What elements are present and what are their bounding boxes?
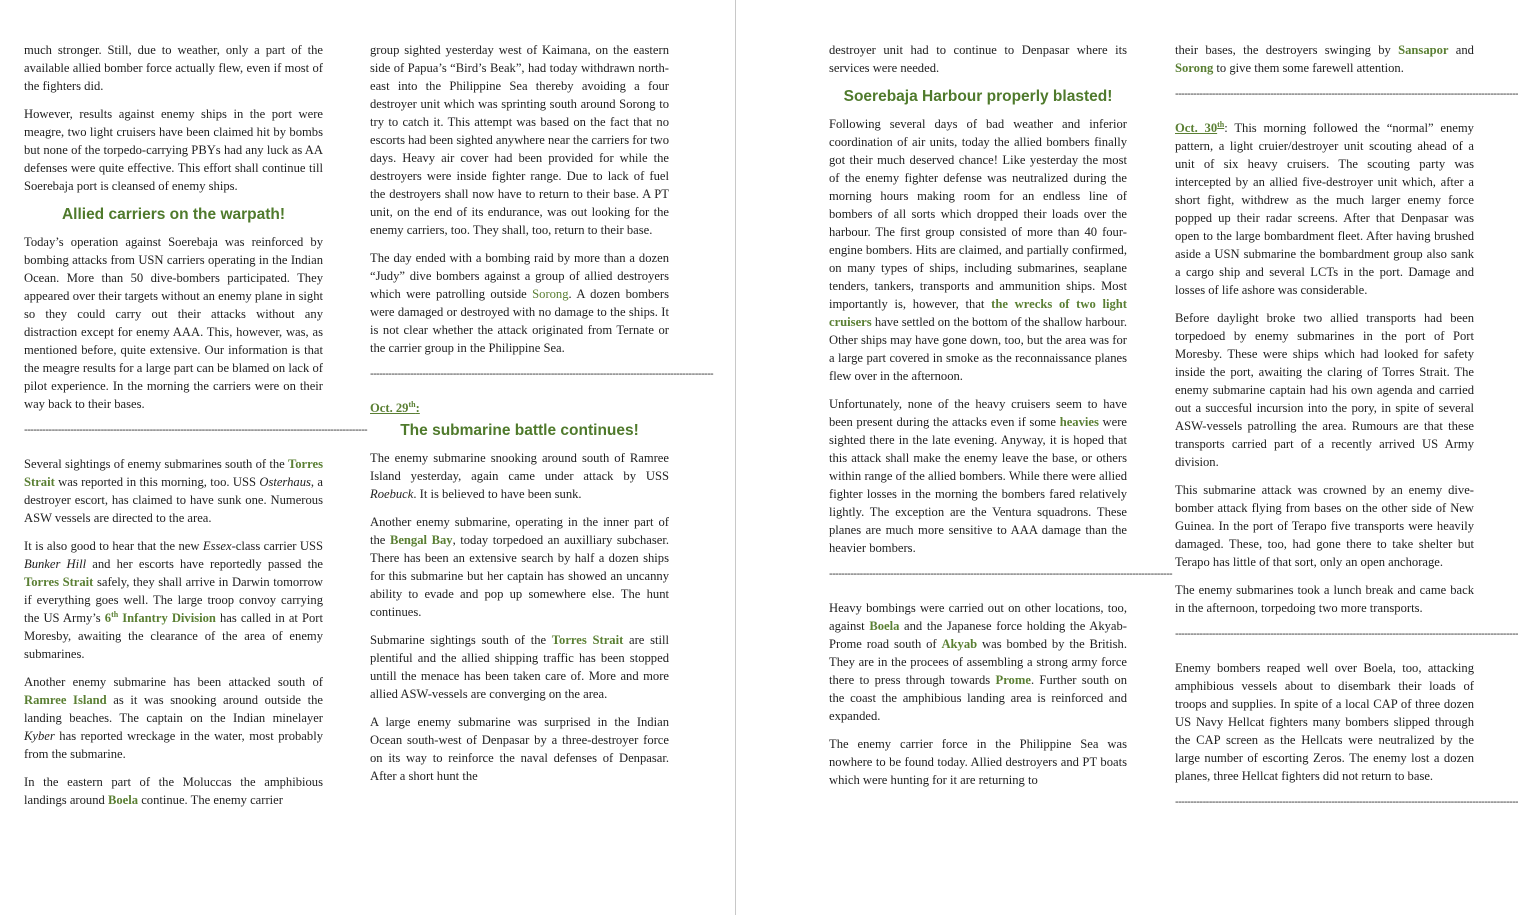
text-run: their bases, the destroyers swinging by bbox=[1175, 43, 1399, 57]
paragraph bbox=[24, 233, 323, 413]
section-divider: ---------------------------------------------------------------------------------------------------------------- bbox=[1175, 628, 1518, 640]
text-run: Another enemy submarine has been attacked south of bbox=[24, 675, 323, 689]
text-run: In the eastern part of the Moluccas the amphibious landings around bbox=[24, 775, 323, 807]
paragraph bbox=[24, 673, 323, 763]
text-run: The enemy submarines took a lunch break and came back in the afternoon, torpedoing two more transports. bbox=[1175, 583, 1474, 615]
text-run: and the Japanese force holding the Akyab-Prome road south of bbox=[829, 619, 1127, 651]
paragraph bbox=[24, 41, 323, 95]
page-gutter bbox=[735, 0, 736, 915]
paragraph bbox=[24, 105, 323, 195]
text-run: to give them some farewell attention. bbox=[1213, 61, 1404, 75]
column-4 bbox=[1175, 41, 1518, 809]
text-run: Enemy bombers reaped well over Boela, too, attacking amphibious vessels about to disembark their loads of troops and supplies. In spite of a local CAP of three dozen US Navy Hellcat fighters many bombers slipped through the CAP screen as the Hellcats were neutralized by the large number of escorting Zeros. The enemy lost a dozen planes, three Hellcat fighters did not return to base. bbox=[1175, 661, 1474, 783]
text-run: has reported wreckage in the water, most probably from the submarine. bbox=[24, 729, 323, 761]
paragraph bbox=[829, 599, 1127, 725]
highlighted-term: Sorong bbox=[532, 287, 569, 301]
text-run: Oct. 29 bbox=[370, 401, 409, 415]
text-run: : This morning followed the “normal” enemy pattern, a light cruier/destroyer unit scouting ahead of a unit of six heavy cruisers. The scouting party was intercepted by an allied five-destroyer unit which, after a short fight, withdrew as the much larger enemy force popped up their radar screens. After that Denpasar was open to the large bombardment fleet. After having brushed aside a USN submarine the bombardment group also sank a cargo ship and several LCTs in the port. Damage and losses of life ashore was considerable. bbox=[1175, 121, 1474, 297]
text-run: -class carrier USS bbox=[231, 539, 323, 553]
section-divider: ---------------------------------------------------------------------------------------------------------------- bbox=[370, 368, 714, 380]
paragraph bbox=[1175, 41, 1474, 77]
paragraph bbox=[1175, 309, 1474, 471]
text-run: Today’s operation against Soerebaja was reinforced by bombing attacks from USN carriers operating in the Indian Ocean. More than 50 dive-bombers participated. They appeared over their targets without an enemy plane in sight so they could carry out their attacks without any distraction except for enemy AAA. This, however, was, as mentioned before, quite extensive. Our information is that the meagre results for a large part can be blamed on lack of pilot experience. In the morning the carriers were on their way back to their bases. bbox=[24, 235, 323, 411]
paragraph bbox=[370, 249, 669, 357]
text-run: group sighted yesterday west of Kaimana, on the eastern side of Papua’s “Bird’s Beak”, had today withdrawn north-east into the Philippine Sea thereby avoiding a four destroyer unit which was sprinting south around Sorong to try to catch it. This attempt was based on the fact that no escorts had been sighted anywhere near the carriers for two days. Heavy air cover had been provided for while the destroyers were inside fighter range. Due to lack of fuel the destroyers shall now have to return to their base. A PT unit, on the end of its endurance, was out looking for the enemy carriers, too. They shall, too, return to their base. bbox=[370, 43, 669, 237]
paragraph bbox=[370, 449, 669, 503]
highlighted-term: Akyab bbox=[941, 637, 978, 651]
highlighted-term: 6 bbox=[104, 611, 112, 625]
text-run: It is also good to hear that the new bbox=[24, 539, 203, 553]
highlighted-term: Prome bbox=[995, 673, 1031, 687]
text-run: has called in at Port Moresby, awaiting the clearance of the area of enemy submarines. bbox=[24, 611, 323, 661]
text-run: This submarine attack was crowned by an enemy dive-bomber attack flying from bases on the other side of New Guinea. In the port of Terapo five transports were heavily damaged. These, too, had gone there to take shelter but Terapo has little of that sort, only an open anchorage. bbox=[1175, 483, 1474, 569]
paragraph bbox=[370, 513, 669, 621]
highlighted-term: heavies bbox=[1059, 415, 1099, 429]
italic-text: Essex bbox=[202, 539, 232, 553]
highlighted-term: Torres Strait bbox=[551, 633, 624, 647]
paragraph bbox=[1175, 659, 1474, 785]
column-3 bbox=[829, 41, 1173, 789]
date-heading bbox=[370, 399, 669, 417]
section-divider: ---------------------------------------------------------------------------------------------------------------- bbox=[829, 568, 1173, 580]
highlighted-term: Torres Strait bbox=[24, 457, 323, 489]
paragraph bbox=[24, 537, 323, 663]
text-run: was reported in this morning, too. USS bbox=[54, 475, 260, 489]
text-run: , a destroyer escort, has claimed to have sunk one. Numerous ASW vessels are directed to the area. bbox=[24, 475, 324, 525]
text-run: . It is believed to have been sunk. bbox=[413, 487, 582, 501]
superscript: th bbox=[408, 399, 416, 409]
text-run: , today torpedoed an auxilliary subchaser. There has been an extensive search by half a dozen ships for this submarine but her captain has showed an uncanny ability to evade and pop up somewhere else. The hunt continues. bbox=[370, 533, 669, 619]
column-2 bbox=[370, 41, 714, 785]
text-run: Following several days of bad weather and inferior coordination of air units, today the allied bombers finally got their much deserved chance! Like yesterday the most of the enemy fighter defense was neutralized during the morning hours making room for an endless line of bombers of all sorts which dropped their loads over the harbour. The first group consisted of more than 40 four-engine bombers. Hits are claimed, and partially confirmed, on many types of ships, including submarines, seaplane tenders, tankers, transports and ammunition ships. Most importantly is, however, that bbox=[829, 117, 1127, 311]
italic-text: Kyber bbox=[24, 729, 55, 743]
section-divider: ---------------------------------------------------------------------------------------------------------------- bbox=[24, 424, 368, 436]
text-run: safely, they shall arrive in Darwin tomorrow if everything goes well. The large troop convoy carrying the US Army’s bbox=[24, 575, 323, 625]
date-label: Oct. 30 bbox=[1175, 121, 1218, 135]
text-run: are still plentiful and the allied shipping traffic has been stopped untill the menace has been taken care of. More and more allied ASW-vessels are converging on the area. bbox=[370, 633, 669, 701]
highlighted-term: Infantry Division bbox=[118, 611, 216, 625]
text-run: . A dozen bombers were damaged or destroyed with no damage to the ships. It is not clear whether the attack originated from Ternate or the carrier group in the Philippine Sea. bbox=[370, 287, 669, 355]
paragraph bbox=[1175, 581, 1474, 617]
italic-text: Osterhaus bbox=[259, 475, 311, 489]
text-run: Several sightings of enemy submarines south of the bbox=[24, 457, 289, 471]
highlighted-term: Sansapor bbox=[1398, 43, 1449, 57]
text-run: and bbox=[1448, 43, 1474, 57]
text-run: Another enemy submarine, operating in the inner part of the bbox=[370, 515, 669, 547]
date-label: th bbox=[1217, 119, 1225, 129]
text-run: Submarine sightings south of the bbox=[370, 633, 552, 647]
paragraph bbox=[1175, 481, 1474, 571]
text-run: : bbox=[415, 401, 420, 415]
highlighted-term: th bbox=[111, 609, 119, 619]
text-run: The enemy carrier force in the Philippine Sea was nowhere to be found today. Allied destroyers and PT boats which were hunting for it are returning to bbox=[829, 737, 1127, 787]
highlighted-term: Ramree Island bbox=[24, 693, 107, 707]
highlighted-term: Boela bbox=[869, 619, 900, 633]
text-run: continue. The enemy carrier bbox=[138, 793, 283, 807]
paragraph bbox=[370, 631, 669, 703]
text-run: was bombed by the British. They are in the procees of assembling a strong army force there to press through towards bbox=[829, 637, 1127, 687]
paragraph bbox=[1175, 119, 1474, 299]
column-1 bbox=[24, 41, 368, 809]
paragraph bbox=[24, 455, 323, 527]
text-run: were sighted there in the late evening. Anyway, it is hoped that this attack shall make the enemy leave the base, or others within range of the allied bombers. While there were allied fighter losses in the morning the bombers fared relatively lightly. The exception are the Ventura squadrons. These planes are much more sensitive to AAA damage than the heavier bombers. bbox=[829, 415, 1128, 555]
highlighted-term: the wrecks of two light cruisers bbox=[829, 297, 1127, 329]
text-run: However, results against enemy ships in the port were meagre, two light cruisers have been claimed hit by bombs but none of the torpedo-carrying PBYs had any luck as AA defenses were quite effective. This effort shall continue till Soerebaja port is cleansed of enemy ships. bbox=[24, 107, 323, 193]
paragraph bbox=[829, 395, 1127, 557]
paragraph bbox=[829, 115, 1127, 385]
text-run: Unfortunately, none of the heavy cruisers seem to have been present during the attacks even if some bbox=[829, 397, 1127, 429]
text-run: as it was snooking around outside the landing beaches. The captain on the Indian minelayer bbox=[24, 693, 323, 725]
text-run: . Further south on the coast the amphibious landing area is reinforced and expanded. bbox=[829, 673, 1127, 723]
paragraph bbox=[829, 735, 1127, 789]
highlighted-term: Sorong bbox=[1175, 61, 1214, 75]
text-run: much stronger. Still, due to weather, only a part of the available allied bomber force actually flew, even if most of the fighters did. bbox=[24, 43, 323, 93]
text-run: A large enemy submarine was surprised in the Indian Ocean south-west of Denpasar by a three-destroyer force on its way to reinforce the naval defenses of Denpasar. After a short hunt the bbox=[370, 715, 669, 783]
section-heading: The submarine battle continues! bbox=[400, 422, 639, 439]
section-heading: Soerebaja Harbour properly blasted! bbox=[843, 88, 1113, 105]
paragraph bbox=[370, 41, 669, 239]
text-run: Heavy bombings were carried out on other locations, too, against bbox=[829, 601, 1127, 633]
section-divider: ---------------------------------------------------------------------------------------------------------------- bbox=[1175, 88, 1518, 100]
paragraph bbox=[829, 41, 1127, 77]
section-divider: ---------------------------------------------------------------------------------------------------------------- bbox=[1175, 796, 1518, 808]
text-run: have settled on the bottom of the shallow harbour. Other ships may have gone down, too, but the area was for a large part covered in smoke as the reconnaissance planes flew over in the afternoon. bbox=[829, 315, 1127, 383]
highlighted-term: Bengal Bay bbox=[389, 533, 453, 547]
text-run: The day ended with a bombing raid by more than a dozen “Judy” dive bombers against a group of allied destroyers which were patrolling outside bbox=[370, 251, 669, 301]
section-heading: Allied carriers on the warpath! bbox=[61, 206, 286, 223]
paragraph bbox=[24, 773, 323, 809]
italic-text: Roebuck bbox=[370, 487, 414, 501]
highlighted-term: Torres Strait bbox=[24, 575, 94, 589]
text-run: destroyer unit had to continue to Denpasar where its services were needed. bbox=[829, 43, 1127, 75]
paragraph bbox=[370, 713, 669, 785]
text-run: Before daylight broke two allied transports had been torpedoed by enemy submarines in the port of Port Moresby. These were ships which had looked for safety inside the port, awaiting the claring of Torres Strait. The enemy submarine captain had his own agenda and carried out a succesful incursion into the pory, in spite of several ASW-vessels patrolling the area. Rumours are that these transports carried part of a recently arrived US Army division. bbox=[1175, 311, 1474, 469]
highlighted-term: Boela bbox=[107, 793, 139, 807]
text-run: and her escorts have reportedly passed the bbox=[86, 557, 323, 571]
text-run: The enemy submarine snooking around south of Ramree Island yesterday, again came under attack by USS bbox=[370, 451, 669, 483]
italic-text: Bunker Hill bbox=[24, 557, 87, 571]
